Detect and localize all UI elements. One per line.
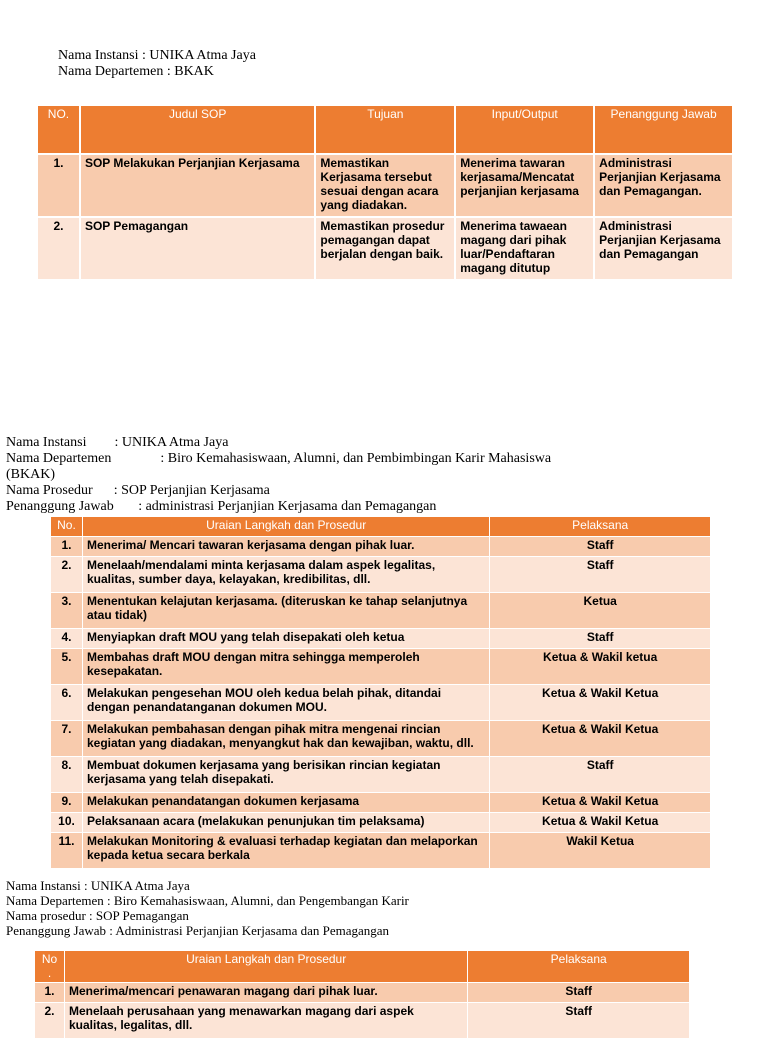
table-row [35,1003,690,1039]
cell-pelaksana: Ketua [490,593,711,629]
responsible-line: Penanggung Jawab : administrasi Perjanjian Kerjasama dan Pemagangan [6,499,437,514]
table-row [51,685,711,721]
col-header-pelaksana: Pelaksana [468,951,690,983]
table-row [51,537,711,557]
col-header-io: Input/Output [455,106,594,154]
cell-step: Menerima/ Mencari tawaran kerjasama dengan pihak luar. [82,537,489,557]
cell-no: 10. [51,813,83,833]
cell-io: Menerima tawaran kerjasama/Mencatat perjanjian kerjasama [455,154,594,217]
institution-line: Nama Instansi : UNIKA Atma Jaya [6,878,190,893]
table-row [38,217,733,280]
cell-pelaksana: Ketua & Wakil Ketua [490,721,711,757]
cell-no: 1. [38,154,80,217]
cell-judul: SOP Melakukan Perjanjian Kerjasama [80,154,315,217]
cell-no: 8. [51,757,83,793]
cell-step: Membuat dokumen kerjasama yang berisikan rincian kegiatan kerjasama yang telah disepakati. [82,757,489,793]
table-row [51,721,711,757]
cell-no: 2. [51,557,83,593]
table-row [51,813,711,833]
cell-pelaksana: Staff [468,983,690,1003]
cell-pj: Administrasi Perjanjian Kerjasama dan Pemagangan. [594,154,733,217]
department-line: Nama Departemen : Biro Kemahasiswaan, Alumni, dan Pengembangan Karir [6,893,409,908]
table-row [38,154,733,217]
cell-pelaksana: Ketua & Wakil Ketua [490,813,711,833]
table-row [51,629,711,649]
institution-line: Nama Instansi : UNIKA Atma Jaya [6,435,229,450]
cell-pelaksana: Wakil Ketua [490,833,711,869]
cell-step: Melakukan penandatangan dokumen kerjasama [82,793,489,813]
cell-step: Menelaah/mendalami minta kerjasama dalam aspek legalitas, kualitas, sumber daya, kelayakan, kredibilitas, dll. [82,557,489,593]
table-header-row [35,951,690,983]
sop-kerjasama-table [50,516,711,869]
cell-pelaksana: Staff [490,757,711,793]
cell-no: 1. [51,537,83,557]
cell-no: 2. [35,1003,65,1039]
table-row [35,983,690,1003]
table-row [51,593,711,629]
cell-step: Pelaksanaan acara (melakukan penunjukan tim pelaksama) [82,813,489,833]
cell-pelaksana: Ketua & Wakil Ketua [490,793,711,813]
cell-tujuan: Memastikan Kerjasama tersebut sesuai dengan acara yang diadakan. [315,154,455,217]
col-header-no: No . [35,951,65,983]
cell-step: Membahas draft MOU dengan mitra sehingga memperoleh kesepakatan. [82,649,489,685]
cell-judul: SOP Pemagangan [80,217,315,280]
procedure-line: Nama prosedur : SOP Pemagangan [6,908,189,923]
cell-no: 11. [51,833,83,869]
cell-no: 2. [38,217,80,280]
cell-pj: Administrasi Perjanjian Kerjasama dan Pemagangan [594,217,733,280]
col-header-no: NO. [38,106,80,154]
table-row [51,757,711,793]
cell-pelaksana: Ketua & Wakil ketua [490,649,711,685]
sop-pemagangan-table [34,950,690,1039]
cell-step: Melakukan Monitoring & evaluasi terhadap kegiatan dan melaporkan kepada ketua secara berkala [82,833,489,869]
department-abbrev-line: (BKAK) [6,467,55,482]
col-header-pelaksana: Pelaksana [490,517,711,537]
table-row [51,649,711,685]
section1-header [58,48,256,80]
cell-step: Menyiapkan draft MOU yang telah disepakati oleh ketua [82,629,489,649]
cell-pelaksana: Staff [490,537,711,557]
cell-no: 6. [51,685,83,721]
col-header-pj: Penanggung Jawab [594,106,733,154]
cell-no: 4. [51,629,83,649]
sop-summary-table [38,106,734,281]
col-header-no: No. [51,517,83,537]
institution-line: Nama Instansi : UNIKA Atma Jaya [58,48,256,63]
cell-step: Menentukan kelajutan kerjasama. (diteruskan ke tahap selanjutnya atau tidak) [82,593,489,629]
cell-no: 5. [51,649,83,685]
table-row [51,557,711,593]
cell-step: Menerima/mencari penawaran magang dari pihak luar. [64,983,467,1003]
cell-pelaksana: Ketua & Wakil Ketua [490,685,711,721]
cell-no: 3. [51,593,83,629]
cell-step: Melakukan pembahasan dengan pihak mitra mengenai rincian kegiatan yang diadakan, menyangkut hak dan kewajiban, waktu, dll. [82,721,489,757]
cell-tujuan: Memastikan prosedur pemagangan dapat berjalan dengan baik. [315,217,455,280]
department-line: Nama Departemen : Biro Kemahasiswaan, Alumni, dan Pembimbingan Karir Mahasiswa [6,451,552,466]
cell-no: 1. [35,983,65,1003]
table-row [51,793,711,813]
procedure-line: Nama Prosedur : SOP Perjanjian Kerjasama [6,483,270,498]
department-line: Nama Departemen : BKAK [58,64,214,79]
col-header-uraian: Uraian Langkah dan Prosedur [64,951,467,983]
col-header-judul: Judul SOP [80,106,315,154]
cell-pelaksana: Staff [490,629,711,649]
section2-header [6,435,551,515]
col-header-uraian: Uraian Langkah dan Prosedur [82,517,489,537]
section3-header [6,878,409,938]
cell-io: Menerima tawaean magang dari pihak luar/Pendaftaran magang ditutup [455,217,594,280]
cell-no: 9. [51,793,83,813]
table-header-row [51,517,711,537]
col-header-tujuan: Tujuan [315,106,455,154]
cell-pelaksana: Staff [490,557,711,593]
cell-step: Melakukan pengesehan MOU oleh kedua belah pihak, ditandai dengan penandatanganan dokumen MOU. [82,685,489,721]
table-row [51,833,711,869]
cell-step: Menelaah perusahaan yang menawarkan magang dari aspek kualitas, legalitas, dll. [64,1003,467,1039]
table-header-row [38,106,733,154]
responsible-line: Penanggung Jawab : Administrasi Perjanjian Kerjasama dan Pemagangan [6,923,390,938]
cell-no: 7. [51,721,83,757]
cell-pelaksana: Staff [468,1003,690,1039]
